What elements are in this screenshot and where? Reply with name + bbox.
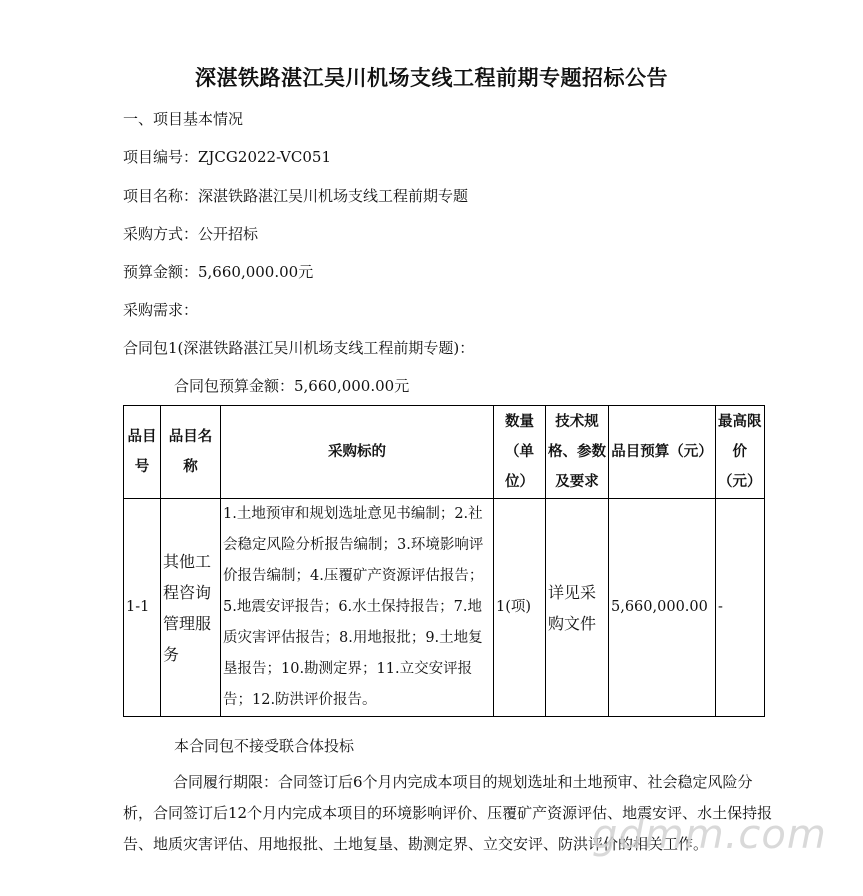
budget-amount: 预算金额：5,660,000.00元 (123, 263, 314, 281)
section-heading: 一、项目基本情况 (123, 110, 244, 128)
table-header-row (124, 406, 765, 499)
header-item-name: 品目名称 (161, 406, 221, 499)
cell-subject: 1.土地预审和规划选址意见书编制；2.社会稳定风险分析报告编制；3.环境影响评价报告编制；4.压覆矿产资源评估报告；5.地震安评报告；6.水土保持报告；7.地质灾害评估报告；8.用地报批；9.土地复垦报告；10.勘测定界；11.立交安评报告；12.防洪评价报告。 (221, 499, 494, 717)
watermark: gdmm.com (592, 812, 827, 858)
header-subject: 采购标的 (221, 406, 494, 499)
header-budget: 品目预算（元） (609, 406, 716, 499)
page-title: 深湛铁路湛江吴川机场支线工程前期专题招标公告 (195, 65, 668, 90)
header-item-no: 品目号 (124, 406, 161, 499)
header-limit: 最高限价（元） (716, 406, 765, 499)
table-row (124, 499, 765, 717)
contract-package: 合同包1(深湛铁路湛江吴川机场支线工程前期专题)： (123, 339, 475, 357)
project-number: 项目编号：ZJCG2022-VC051 (123, 148, 331, 166)
package-budget: 合同包预算金额：5,660,000.00元 (174, 377, 410, 395)
cell-item-name: 其他工程咨询管理服务 (161, 499, 221, 717)
cell-quantity: 1(项) (494, 499, 546, 717)
procurement-table (123, 405, 765, 717)
cell-item-no: 1-1 (124, 499, 161, 717)
header-spec: 技术规格、参数及要求 (546, 406, 609, 499)
cell-limit: - (716, 499, 765, 717)
cell-spec: 详见采购文件 (546, 499, 609, 717)
procurement-demand: 采购需求： (123, 301, 199, 319)
header-quantity: 数量（单位） (494, 406, 546, 499)
cell-budget: 5,660,000.00 (609, 499, 716, 717)
no-consortium-note: 本合同包不接受联合体投标 (174, 737, 355, 755)
procurement-method: 采购方式：公开招标 (123, 225, 259, 243)
contract-period: 合同履行期限：合同签订后6个月内完成本项目的规划选址和土地预审、社会稳定风险分析，合同签订后12个月内完成本项目的环境影响评价、压覆矿产资源评估、地震安评、水土保持报告、地质灾害评估、用地报批、土地复垦、勘测定界、立交安评、防洪评价的相关工作。 (123, 773, 773, 853)
project-name: 项目名称：深湛铁路湛江吴川机场支线工程前期专题 (123, 187, 469, 205)
